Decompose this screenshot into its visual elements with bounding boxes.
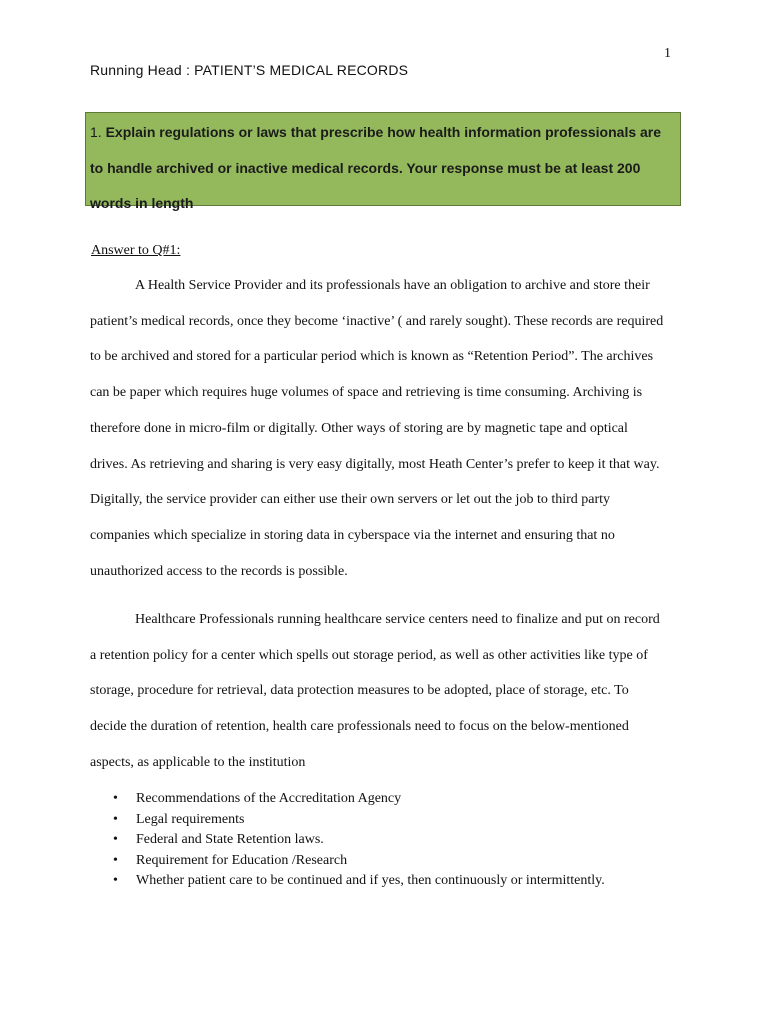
question-number: 1. bbox=[90, 124, 102, 140]
answer-paragraph: Healthcare Professionals running healthcare service centers need to finalize and put on record a retention policy for a center which spells out storage period, as well as other activities like type of storage, procedure for retrieval, data protection measures to be adopted, place of storage, etc. To decide the duration of retention, health care professionals need to focus on the below-mentioned aspects, as applicable to the institution bbox=[90, 612, 660, 770]
list-item-text: Whether patient care to be continued and if yes, then continuously or intermittently. bbox=[136, 873, 605, 888]
bullet-list bbox=[90, 789, 680, 892]
bullet-icon: • bbox=[113, 811, 118, 827]
answer-heading: Answer to Q#1: bbox=[91, 243, 181, 258]
bullet-icon: • bbox=[113, 852, 118, 868]
question-box bbox=[85, 112, 681, 211]
list-item-text: Legal requirements bbox=[136, 811, 245, 827]
question-text: Explain regulations or laws that prescribe how health information professionals are to handle archived or inactive medical records. Your response must be at least 200 words in length bbox=[90, 124, 662, 211]
list-item bbox=[90, 851, 680, 872]
bullet-icon: • bbox=[113, 873, 118, 888]
list-item bbox=[90, 830, 680, 851]
running-head: Running Head : PATIENT’S MEDICAL RECORDS bbox=[90, 62, 409, 78]
list-item-text: Federal and State Retention laws. bbox=[136, 832, 324, 847]
bullet-icon: • bbox=[113, 791, 118, 806]
list-item-text: Requirement for Education /Research bbox=[136, 852, 348, 868]
bullet-icon: • bbox=[113, 832, 118, 847]
page-number: 1 bbox=[664, 46, 671, 61]
list-item-text: Recommendations of the Accreditation Agency bbox=[136, 791, 402, 806]
answer-paragraph: A Health Service Provider and its professionals have an obligation to archive and store their patient’s medical records, once they become ‘inactive’ ( and rarely sought). These records are required to be archived and stored for a particular period which is known as “Retention Period”. The archives can be paper which requires huge volumes of space and retrieving is time consuming. Archiving is therefore done in micro-film or digitally. Other ways of storing are by magnetic tape and optical drives. As retrieving and sharing is very easy digitally, most Heath Center’s prefer to keep it that way. Digitally, the service provider can either use their own servers or let out the job to third party companies which specialize in storing data in cyberspace via the internet and ensuring that no unauthorized access to the records is possible. bbox=[90, 278, 664, 579]
list-item bbox=[90, 810, 680, 831]
list-item bbox=[90, 789, 680, 810]
list-item bbox=[90, 871, 680, 892]
